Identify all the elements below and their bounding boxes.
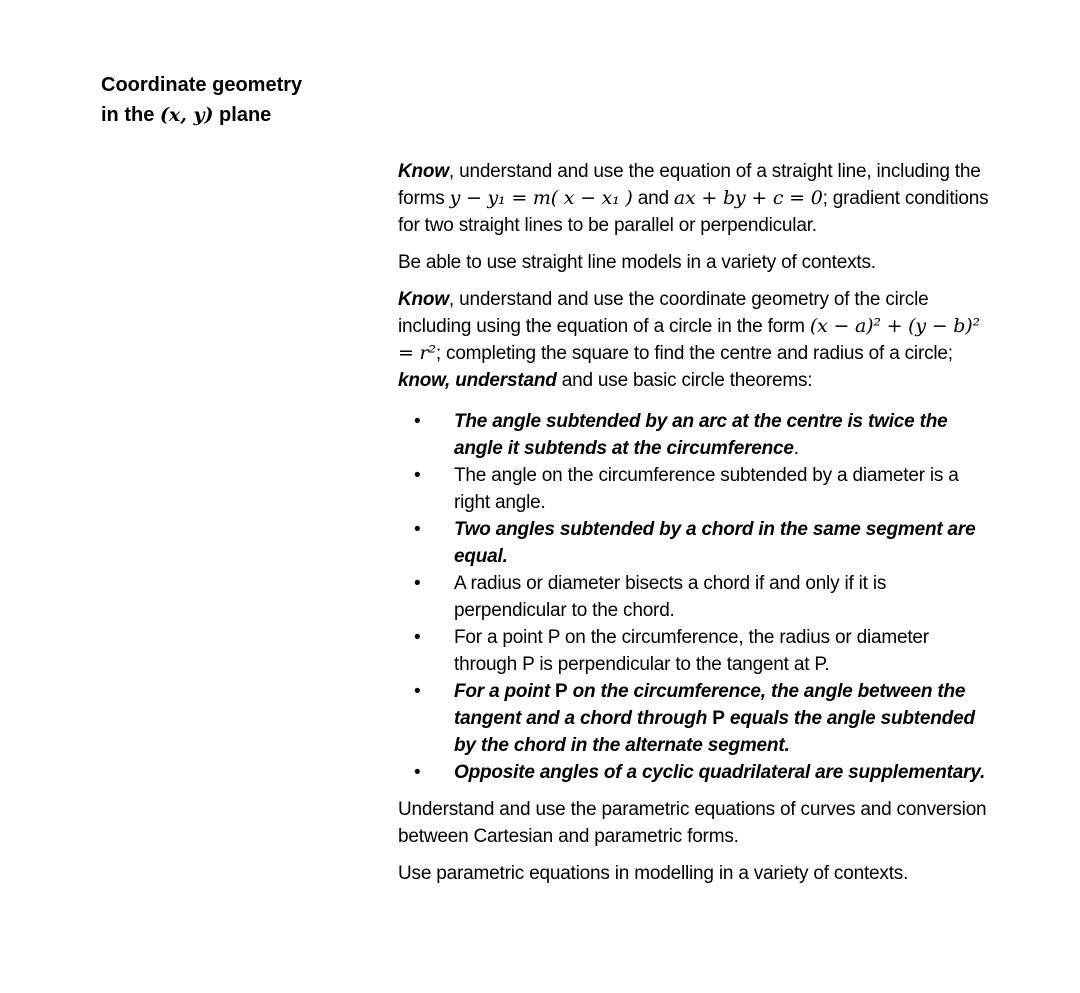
- heading-line-2-prefix: in the: [101, 104, 155, 126]
- straight-line-models-paragraph: Be able to use straight line models in a variety of contexts.: [398, 252, 876, 273]
- p1-text-b: and: [632, 188, 674, 209]
- heading-line-2-suffix: plane: [219, 104, 272, 126]
- p1-text-a: , understand and use the equation of a straight line, including the forms: [398, 161, 981, 209]
- list-item: [398, 570, 990, 624]
- theorem-tail: .: [793, 438, 799, 459]
- bullet-icon: •: [414, 573, 421, 594]
- heading-line-2: [101, 100, 361, 130]
- know-lead: Know: [398, 289, 449, 310]
- circle-paragraph: [398, 286, 990, 394]
- bullet-icon: •: [414, 465, 421, 486]
- theorem-text: The angle subtended by an arc at the centre is twice the angle it subtends at the circumference: [454, 411, 948, 459]
- point-p-label: P: [712, 708, 725, 729]
- know-understand-emphasis: know, understand: [398, 370, 557, 391]
- theorem-text: Two angles subtended by a chord in the same segment are equal.: [454, 519, 976, 567]
- bullet-icon: •: [414, 762, 421, 783]
- straight-line-paragraph: [398, 158, 990, 239]
- p3-text-b: ; completing the square to find the centre and radius of a circle;: [435, 343, 953, 364]
- list-item: [398, 516, 990, 570]
- p3-text-c: and use basic circle theorems:: [556, 370, 813, 391]
- list-item: [398, 462, 990, 516]
- p3-text-a: , understand and use the coordinate geometry of the circle including using the equation of a circle in the form: [398, 289, 929, 337]
- list-item: [398, 678, 990, 759]
- heading-xy-math: (x, y): [159, 104, 214, 126]
- theorem-text: Opposite angles of a cyclic quadrilateral are supplementary.: [454, 762, 986, 783]
- list-item: [398, 759, 990, 786]
- theorem-text: A radius or diameter bisects a chord if and only if it is perpendicular to the chord.: [454, 573, 887, 621]
- list-item: [398, 408, 990, 462]
- theorem-text: The angle on the circumference subtended by a diameter is a right angle.: [454, 465, 959, 513]
- circle-equation: (x − a)² + (y − b)² = r²: [398, 315, 980, 364]
- bullet-icon: •: [414, 681, 421, 702]
- know-lead: Know: [398, 161, 449, 182]
- bullet-icon: •: [414, 411, 421, 432]
- theorem-text-a: For a point: [454, 681, 556, 702]
- bullet-icon: •: [414, 519, 421, 540]
- specification-content: [398, 158, 990, 897]
- list-item: [398, 624, 990, 678]
- general-line-equation: ax + by + c = 0: [673, 187, 823, 209]
- point-p-label: P: [555, 681, 568, 702]
- theorem-text: For a point P on the circumference, the radius or diameter through P is perpendicular to the tangent at P.: [454, 627, 929, 675]
- p1-text-c: ; gradient conditions for two straight lines to be parallel or perpendicular.: [398, 188, 989, 236]
- parametric-equations-paragraph: Understand and use the parametric equations of curves and conversion between Cartesian and parametric forms.: [398, 799, 987, 847]
- parametric-modelling-paragraph: Use parametric equations in modelling in a variety of contexts.: [398, 863, 909, 884]
- heading-line-1: Coordinate geometry: [101, 74, 303, 96]
- theorem-text-c: equals the angle subtended by the chord in the alternate segment.: [454, 708, 975, 756]
- section-heading: [101, 70, 361, 130]
- circle-theorems-list: [398, 408, 990, 786]
- point-slope-equation: y − y₁ = m( x − x₁ ): [449, 187, 633, 209]
- theorem-text-b: on the circumference, the angle between the tangent and a chord through: [454, 681, 966, 729]
- bullet-icon: •: [414, 627, 421, 648]
